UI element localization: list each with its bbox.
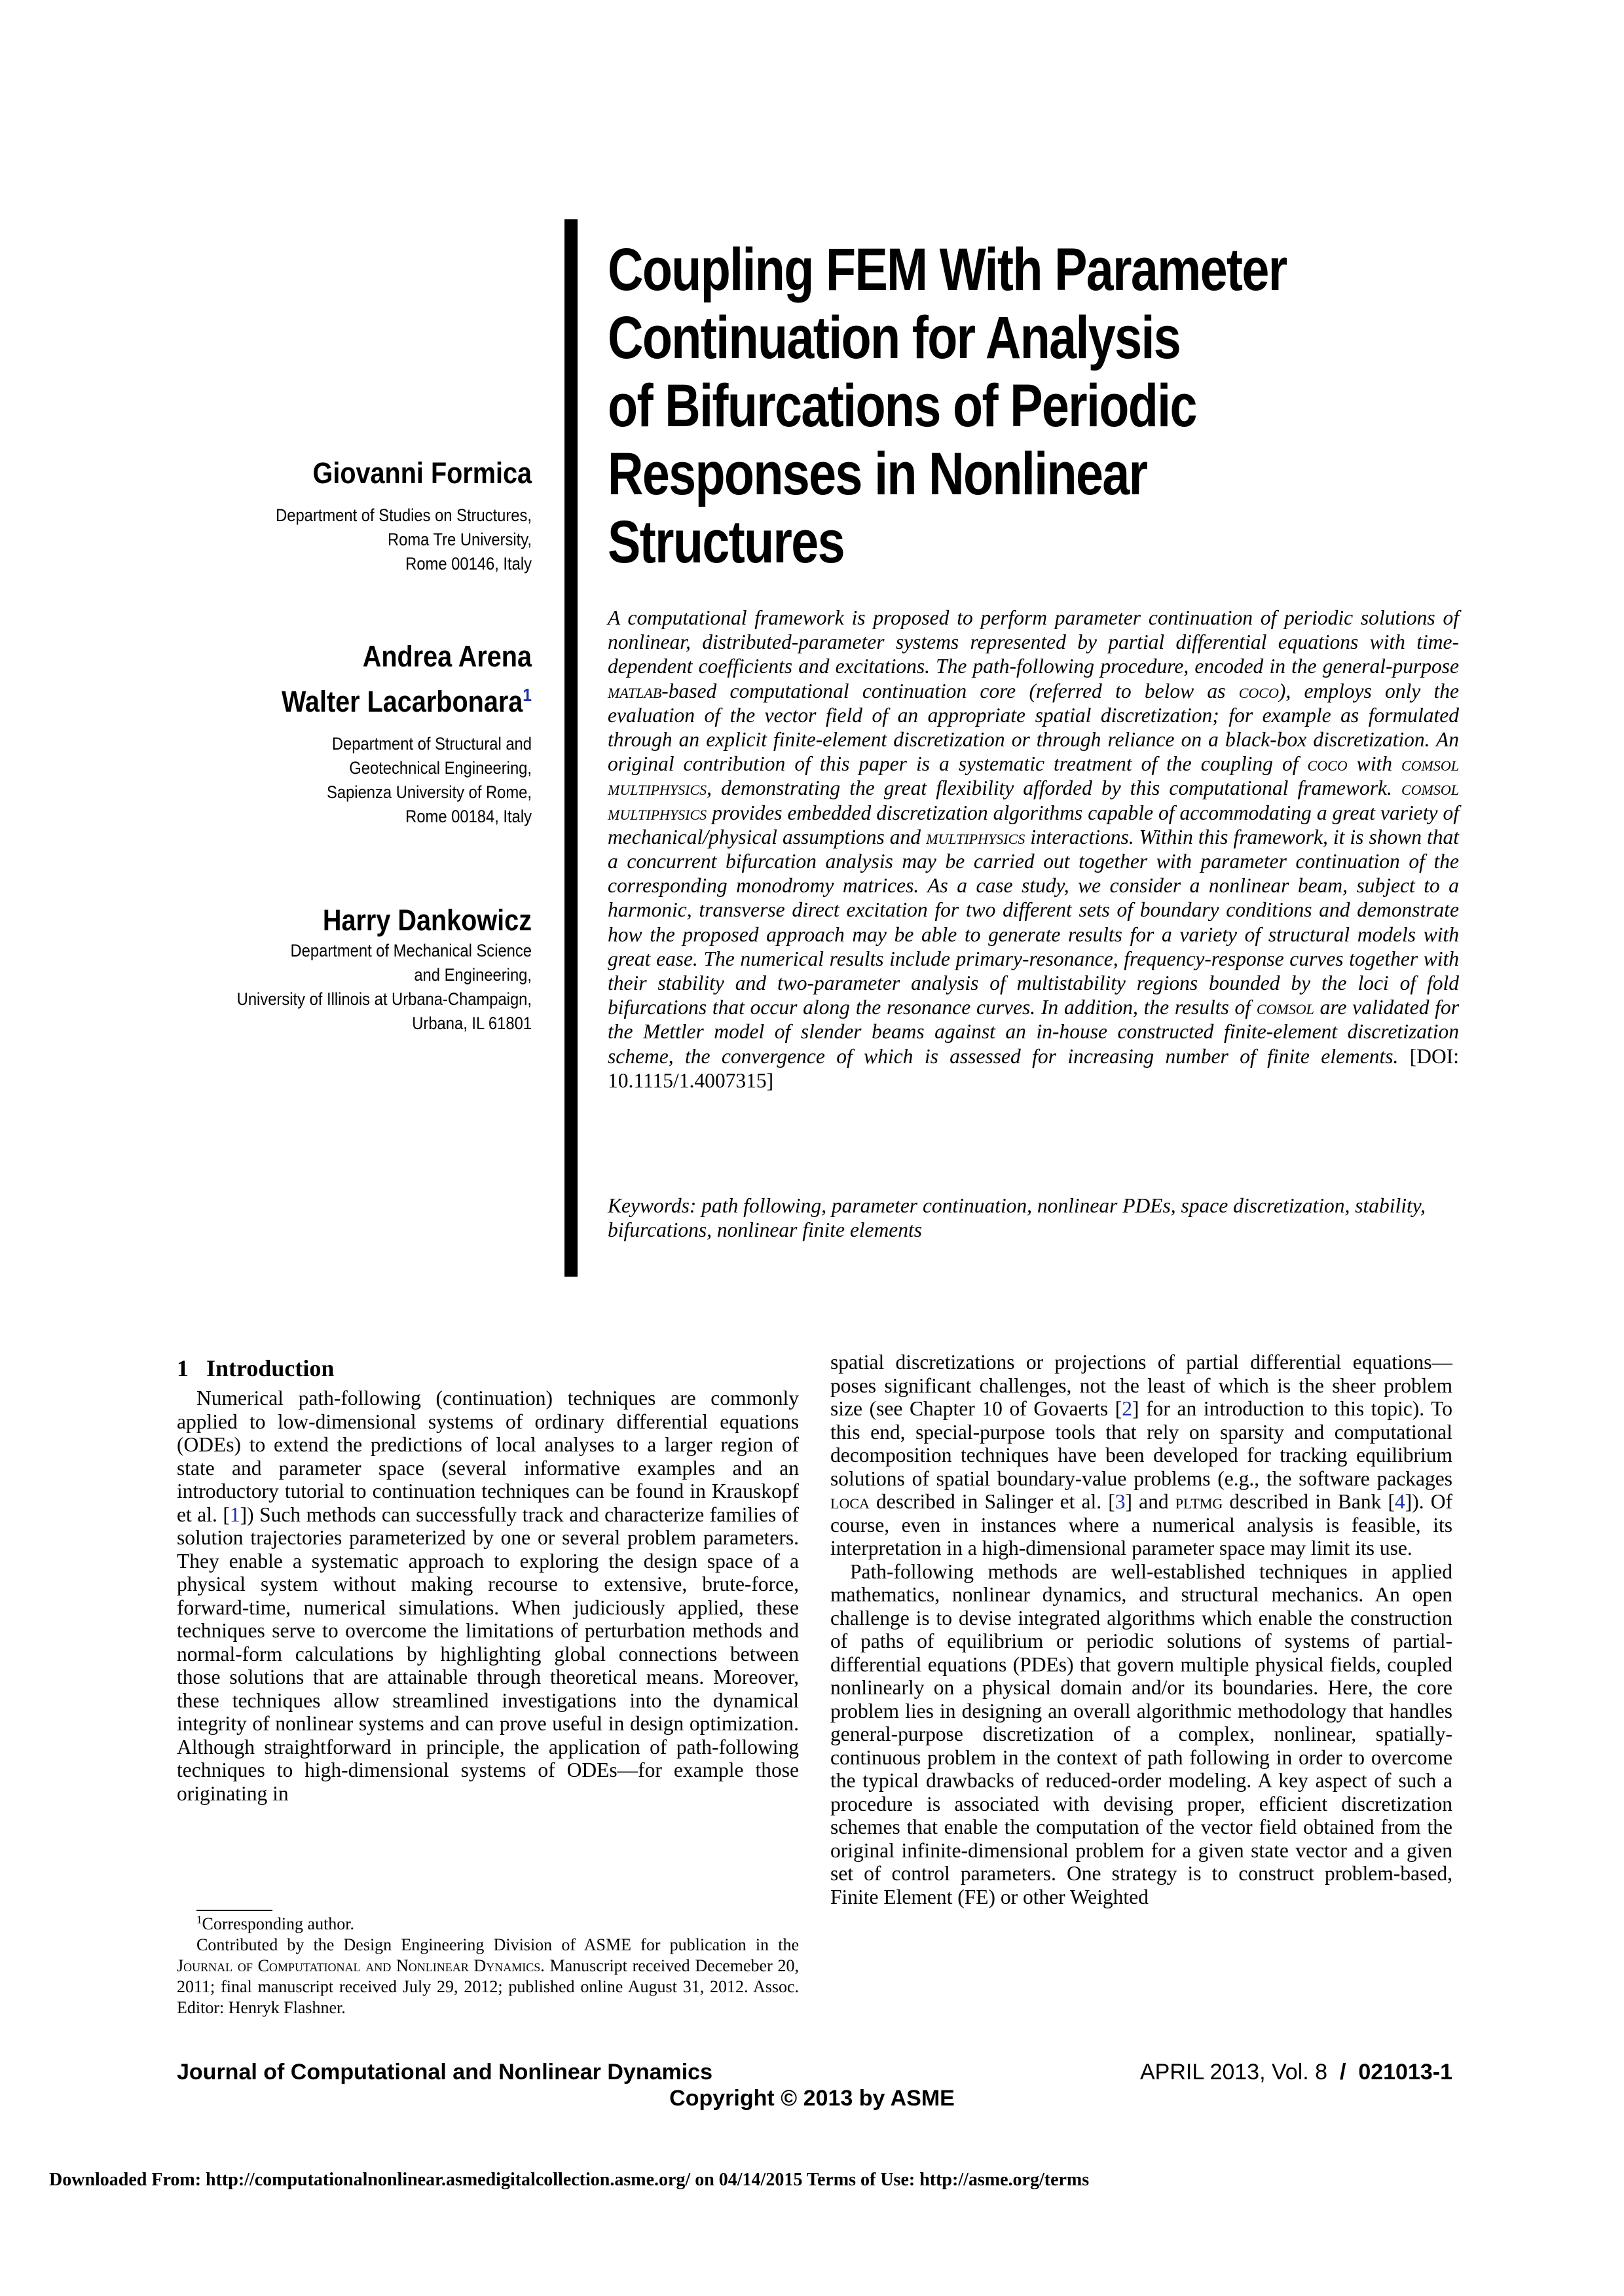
affiliation-line: Department of Mechanical Science bbox=[290, 941, 532, 960]
copyright: Copyright © 2013 by ASME bbox=[669, 2086, 955, 2111]
paragraph: spatial discretizations or projections of partial differential equations—poses significant challenges, not the least of which is the sheer problem size (see Chapter 10 of Govaerts [2] for an introduction to this topic). To this end, special-purpose tools that rely on sparsity and computational decomposition techniques have been developed for tracking equilibrium solutions of spatial boundary-value problems (e.g., the software packages loca described in Salinger et al. [3] and pltmg described in Bank [4]). Of course, even in instances where a numerical analysis is feasible, its interpretation in a high-dimensional parameter space may limit its use. bbox=[830, 1351, 1453, 1559]
author-block-arena-lacarbonara bbox=[164, 638, 532, 829]
author-name: Giovanni Formica bbox=[312, 456, 532, 490]
affiliation-line: Geotechnical Engineering, bbox=[349, 758, 532, 778]
citation-link[interactable]: 4 bbox=[1395, 1490, 1405, 1513]
affiliation-line: Roma Tre University, bbox=[387, 530, 532, 549]
affiliation-line: Rome 00146, Italy bbox=[405, 554, 532, 574]
author-block-formica bbox=[164, 455, 532, 576]
section-heading: 1 Introduction bbox=[177, 1355, 335, 1381]
footnote-rule bbox=[196, 1910, 272, 1911]
body-column-right bbox=[830, 1351, 1452, 1908]
author-name: Andrea Arena bbox=[362, 640, 532, 673]
citation-link[interactable]: 3 bbox=[1115, 1490, 1126, 1513]
affiliation-line: and Engineering, bbox=[414, 965, 532, 985]
citation-link[interactable]: 2 bbox=[1122, 1397, 1132, 1420]
author-name: Walter Lacarbonara$^1$ bbox=[282, 685, 532, 718]
citation-link[interactable]: 1 bbox=[229, 1503, 240, 1526]
download-notice[interactable]: Downloaded From: http://computationalnonlinear.asmedigitalcollection.asme.org/ on 04/14/2015 Terms of Use: http://asme.org/terms bbox=[49, 2170, 1090, 2190]
title-rule bbox=[564, 219, 578, 1277]
title-line: Continuation for Analysis bbox=[608, 304, 1181, 371]
page-number: 021013-1 bbox=[1358, 2060, 1452, 2085]
abstract: A computational framework is proposed to perform parameter continuation of periodic solutions of nonlinear, distributed-parameter systems represented by partial differential equations with time-dependent coefficients and excitations. The path-following procedure, encoded in the general-purpose matlab-based computational continuation core (referred to below as coco), employs only the evaluation of the vector field of an appropriate spatial discretization; for example as formulated through an explicit finite-element discretization or through reliance on a black-box discretization. An original contribution of this paper is a systematic treatment of the coupling of coco with comsol multiphysics, demonstrating the great flexibility afforded by this computational framework. comsol multiphysics provides embedded discretization algorithms capable of accommodating a great variety of mechanical/physical assumptions and multiphysics interactions. Within this framework, it is shown that a concurrent bifurcation analysis may be carried out together with parameter continuation of the corresponding monodromy matrices. As a case study, we consider a nonlinear beam, subject to a harmonic, transverse direct excitation for two different sets of boundary conditions and demonstrate how the proposed approach may be able to generate results for a variety of structural models with great ease. The numerical results include primary-resonance, frequency-response curves together with their stability and two-parameter analysis of multistability regions bounded by the loci of fold bifurcations that occur along the resonance curves. In addition, the results of comsol are validated for the Mettler model of slender beams against an in-house constructed finite-element discretization scheme, the convergence of which is assessed for increasing number of finite elements. [DOI: 10.1115/1.4007315] bbox=[608, 606, 1460, 1092]
paragraph: Numerical path-following (continuation) techniques are commonly applied to low-dimensional systems of ordinary differential equations (ODEs) to extend the predictions of local analyses to a larger region of state and parameter space (several informative examples and an introductory tutorial to continuation techniques can be found in Krauskopf et al. [1]) Such methods can successfully track and characterize families of solution trajectories parameterized by one or several problem parameters. They enable a systematic approach to exploring the design space of a physical system without making recourse to extensive, brute-force, forward-time, numerical simulations. When judiciously applied, these techniques serve to overcome the limitations of perturbation methods and normal-form calculations by highlighting global connections between those solutions that are attainable through theoretical means. Moreover, these techniques allow streamlined investigations into the dynamical integrity of nonlinear systems and can prove useful in design optimization. Although straightforward in principle, the application of path-following techniques to high-dimensional systems of ODEs—for example those originating in bbox=[177, 1387, 799, 1805]
title-line: Responses in Nonlinear bbox=[608, 441, 1147, 507]
footnotes bbox=[177, 1914, 799, 2018]
author-block-dankowicz bbox=[164, 902, 532, 1036]
affiliation-line: Sapienza University of Rome, bbox=[327, 782, 532, 802]
doi-link[interactable]: [DOI: 10.1115/1.4007315] bbox=[608, 1044, 1459, 1092]
affiliation-line: Department of Studies on Structures, bbox=[276, 505, 532, 525]
body-column-left bbox=[177, 1387, 799, 1805]
title-line: Coupling FEM With Parameter bbox=[608, 236, 1287, 303]
footnote-contributed: Contributed by the Design Engineering Division of ASME for publication in the Journal of Computational and Nonlinear Dynamics. Manuscript received Decemeber 20, 2011; final manuscript received July 29, 2012; published online August 31, 2012. Assoc. Editor: Henryk Flashner. bbox=[177, 1935, 799, 2017]
affiliation-line: Urbana, IL 61801 bbox=[412, 1013, 532, 1033]
paper-title bbox=[608, 236, 1306, 576]
keywords: Keywords: path following, parameter continuation, nonlinear PDEs, space discretization, stability, bifurcations, nonlinear finite elements bbox=[608, 1194, 1426, 1242]
paragraph: Path-following methods are well-established techniques in applied mathematics, nonlinear dynamics, and structural mechanics. An open challenge is to devise integrated algorithms which enable the construction of paths of equilibrium or periodic solutions of systems of partial-differential equations (PDEs) that govern multiple physical fields, coupled nonlinearly on a physical domain and/or its boundaries. Here, the core problem lies in designing an overall algorithmic methodology that handles general-purpose discretization of a complex, nonlinear, spatially-continuous problem in the context of path following in order to overcome the typical drawbacks of reduced-order modeling. A key aspect of such a procedure is associated with devising proper, efficient discretization schemes that enable the computation of the vector field obtained from the original infinite-dimensional problem for a given state vector and a given set of control parameters. One strategy is to construct problem-based, Finite Element (FE) or other Weighted bbox=[830, 1559, 1452, 1908]
title-line: of Bifurcations of Periodic bbox=[608, 373, 1196, 439]
footnote-marker[interactable]: 1 bbox=[523, 685, 532, 705]
affiliation-line: Rome 00184, Italy bbox=[405, 807, 532, 826]
title-line: Structures bbox=[608, 509, 844, 575]
affiliation-line: University of Illinois at Urbana-Champaign, bbox=[236, 989, 532, 1009]
affiliation-line: Department of Structural and bbox=[331, 734, 532, 754]
journal-name: Journal of Computational and Nonlinear Dynamics bbox=[177, 2060, 712, 2085]
footnote-corresponding: $^1$Corresponding author. bbox=[196, 1913, 355, 1933]
author-name: Harry Dankowicz bbox=[322, 903, 532, 937]
issue-info: APRIL 2013, Vol. 8 / 021013-1 bbox=[1140, 2060, 1452, 2085]
